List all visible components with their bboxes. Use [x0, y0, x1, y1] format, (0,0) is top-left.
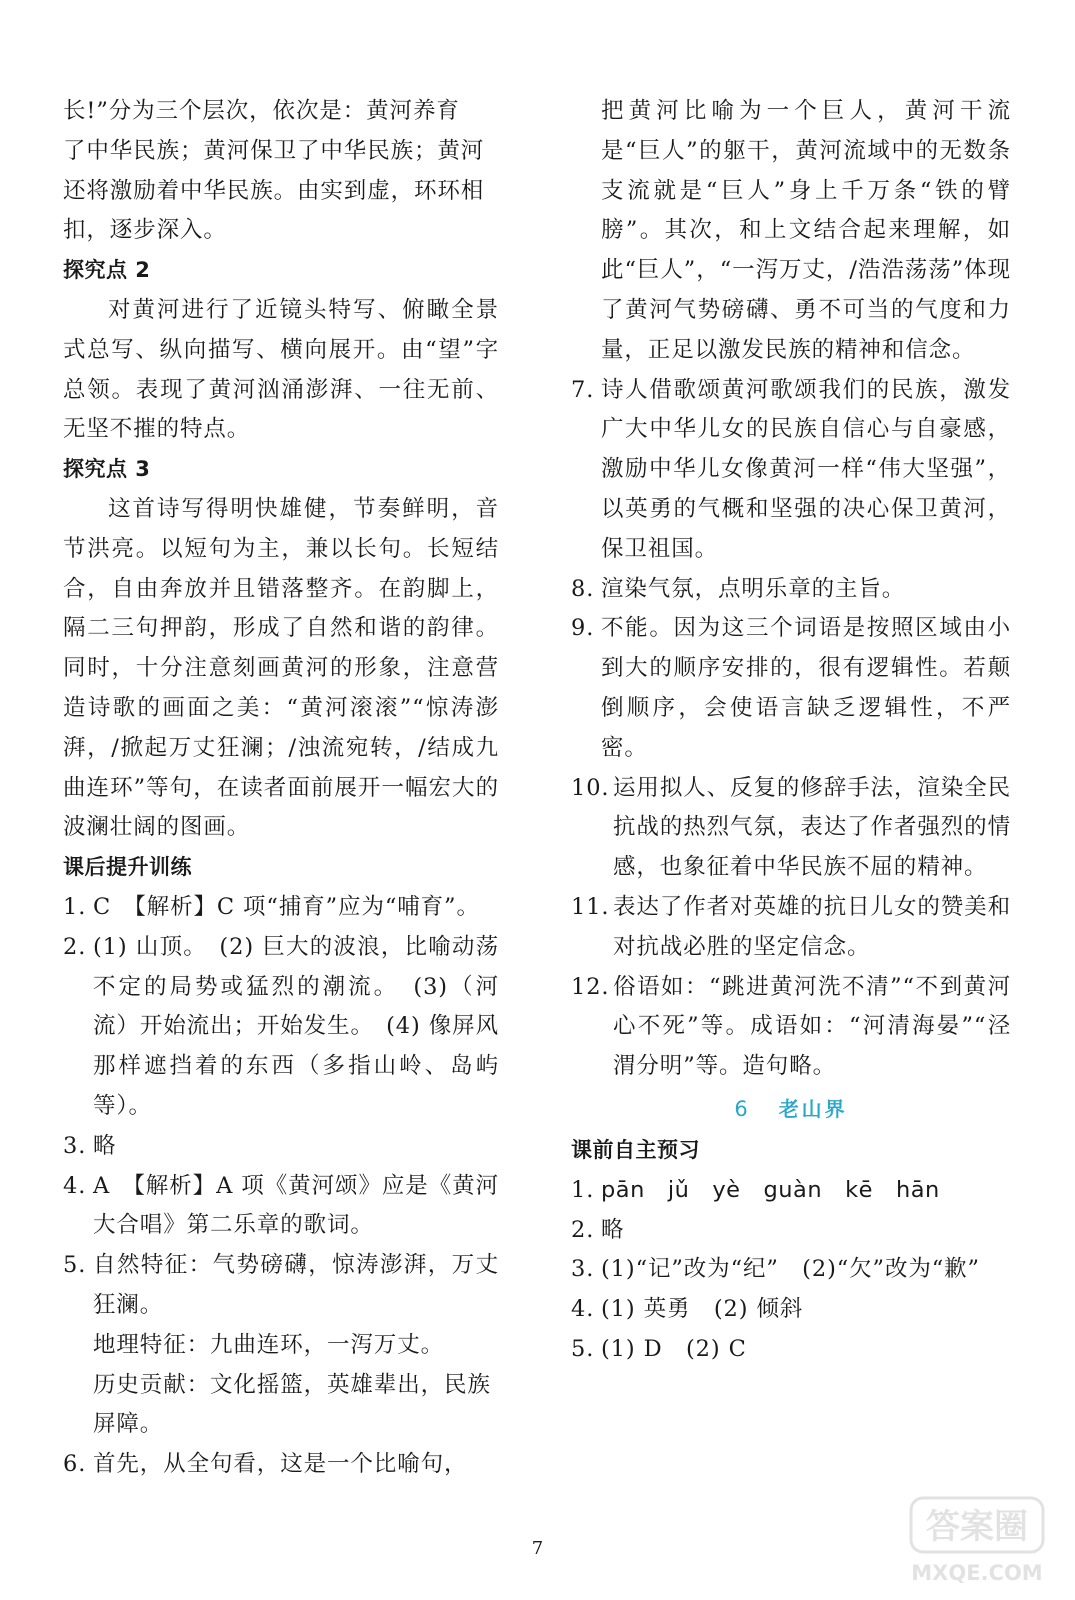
item-text: (1) 英勇 (2) 倾斜: [601, 1296, 804, 1323]
answer-item-10: [571, 769, 1011, 888]
item-text: 渲染气氛，点明乐章的主旨。: [601, 575, 906, 602]
item-number: 6.: [63, 1451, 87, 1478]
item-text: 运用拟人、反复的修辞手法，渲染全民抗战的热烈气氛，表达了作者强烈的情感，也象征着中华民族不屈的精神。: [613, 774, 1011, 881]
item-number: 1.: [63, 893, 87, 920]
answer-item-12: [571, 968, 1011, 1087]
preview-item-1: [571, 1171, 1011, 1211]
left-column: [63, 92, 499, 1485]
answer-item-9: [571, 609, 1011, 768]
item-5-history: 历史贡献：文化摇篮，英雄辈出，民族屏障。: [93, 1371, 491, 1438]
lesson-title: [571, 1087, 1011, 1131]
answer-item-4: [63, 1167, 499, 1247]
svg-text:MXQE.COM: MXQE.COM: [911, 1561, 1043, 1585]
right-column: [571, 92, 1011, 1370]
tanjiu-heading-3: 探究点 3: [63, 457, 151, 482]
tanjiu-heading-2: 探究点 2: [63, 258, 151, 283]
item-number: 5.: [63, 1252, 87, 1279]
item-number: 7.: [571, 376, 595, 403]
answer-item-7: [571, 371, 1011, 570]
page-number: 7: [531, 1538, 544, 1559]
item-text: 略: [93, 1132, 117, 1159]
answer-item-6-continued: 把黄河比喻为一个巨人，黄河干流是“巨人”的躯干，黄河流域中的无数条支流就是“巨人”身上千万条“铁的臂膀”。其次，和上文结合起来理解，如此“巨人”，“一泻万丈，/浩浩荡荡”体现了黄河气势磅礴、勇不可当的气度和力量，正足以激发民族的精神和信念。: [601, 98, 1011, 363]
item-text: 表达了作者对英雄的抗日儿女的赞美和对抗战必胜的坚定信念。: [613, 893, 1011, 960]
item-number: 10.: [571, 774, 610, 801]
pinyin-answers: pān jǔ yè guàn kē hān: [601, 1176, 940, 1203]
item-text: 俗语如：“跳进黄河洗不清”“不到黄河心不死”等。成语如：“河清海晏”“泾渭分明”等。造句略。: [613, 973, 1011, 1080]
item-number: 12.: [571, 973, 610, 1000]
answer-item-8: [571, 570, 1011, 610]
intro-line: 还将激励着中华民族。由实到虚，环环相: [63, 177, 485, 204]
item-text: (1) D (2) C: [601, 1335, 747, 1362]
answer-item-6: [63, 1445, 499, 1485]
item-number: 4.: [63, 1172, 87, 1199]
item-5-geography: 地理特征：九曲连环，一泻万丈。: [93, 1331, 445, 1358]
intro-paragraph: [63, 92, 499, 251]
item-text: A 【解析】A 项《黄河颂》应是《黄河大合唱》第二乐章的歌词。: [93, 1172, 499, 1239]
lesson-number: 6: [734, 1096, 751, 1121]
item-number: 2.: [571, 1216, 595, 1243]
intro-line: 了中华民族；黄河保卫了中华民族；黄河: [63, 137, 485, 164]
item-text: 不能。因为这三个词语是按照区域由小到大的顺序安排的，很有逻辑性。若颠倒顺序，会使语言缺乏逻辑性，不严密。: [601, 615, 1011, 761]
answer-item-11: [571, 888, 1011, 968]
preview-item-5: [571, 1330, 1011, 1370]
section-heading-post-class: 课后提升训练: [63, 855, 192, 880]
item-number: 3.: [63, 1132, 87, 1159]
lesson-name: 老山界: [778, 1096, 848, 1121]
preview-item-4: [571, 1290, 1011, 1330]
answer-item-1: [63, 888, 499, 928]
tanjiu-text-3: 这首诗写得明快雄健，节奏鲜明，音节洪亮。以短句为主，兼以长句。长短结合，自由奔放并且错落整齐。在韵脚上，隔二三句押韵，形成了自然和谐的韵律。同时，十分注意刻画黄河的形象，注意营造诗歌的画面之美：“黄河滚滚”“惊涛澎湃，/掀起万丈狂澜；/浊流宛转，/结成九曲连环”等句，在读者面前展开一幅宏大的波澜壮阔的图画。: [63, 495, 499, 841]
item-text: 诗人借歌颂黄河歌颂我们的民族，激发广大中华儿女的民族自信心与自豪感，激励中华儿女像黄河一样“伟大坚强”，以英勇的气概和坚强的决心保卫黄河，保卫祖国。: [601, 376, 1011, 562]
answer-item-2: [63, 928, 499, 1127]
watermark-logo: [903, 1492, 1053, 1588]
item-text: 首先，从全句看，这是一个比喻句，: [93, 1451, 468, 1478]
svg-text:答案圈: 答案圈: [926, 1507, 1028, 1547]
item-text: (1)“记”改为“纪” (2)“欠”改为“歉”: [601, 1256, 980, 1283]
item-number: 3.: [571, 1256, 595, 1283]
item-number: 4.: [571, 1296, 595, 1323]
intro-line: 长!”分为三个层次，依次是：黄河养育: [63, 98, 460, 124]
answer-item-5: [63, 1246, 499, 1326]
item-number: 5.: [571, 1335, 595, 1362]
item-number: 9.: [571, 615, 595, 642]
answer-item-3: [63, 1127, 499, 1167]
preview-item-2: [571, 1211, 1011, 1251]
item-number: 2.: [63, 933, 87, 960]
intro-line: 扣，逐步深入。: [63, 217, 227, 244]
item-number: 1.: [571, 1176, 595, 1203]
item-text: C 【解析】C 项“捕育”应为“哺育”。: [93, 893, 480, 920]
item-text: 略: [601, 1216, 625, 1243]
item-number: 11.: [571, 893, 610, 920]
item-text: (1) 山顶。 (2) 巨大的波浪，比喻动荡不定的局势或猛烈的潮流。 (3)（河流）开始流出；开始发生。 (4) 像屏风那样遮挡着的东西（多指山岭、岛屿等）。: [93, 933, 499, 1119]
preview-item-3: [571, 1250, 1011, 1290]
section-heading-preview: 课前自主预习: [571, 1137, 700, 1162]
item-number: 8.: [571, 575, 595, 602]
tanjiu-text-2: 对黄河进行了近镜头特写、俯瞰全景式总写、纵向描写、横向展开。由“望”字总领。表现了黄河汹涌澎湃、一往无前、无坚不摧的特点。: [63, 296, 499, 443]
item-text: 自然特征：气势磅礴，惊涛澎湃，万丈狂澜。: [93, 1252, 499, 1318]
